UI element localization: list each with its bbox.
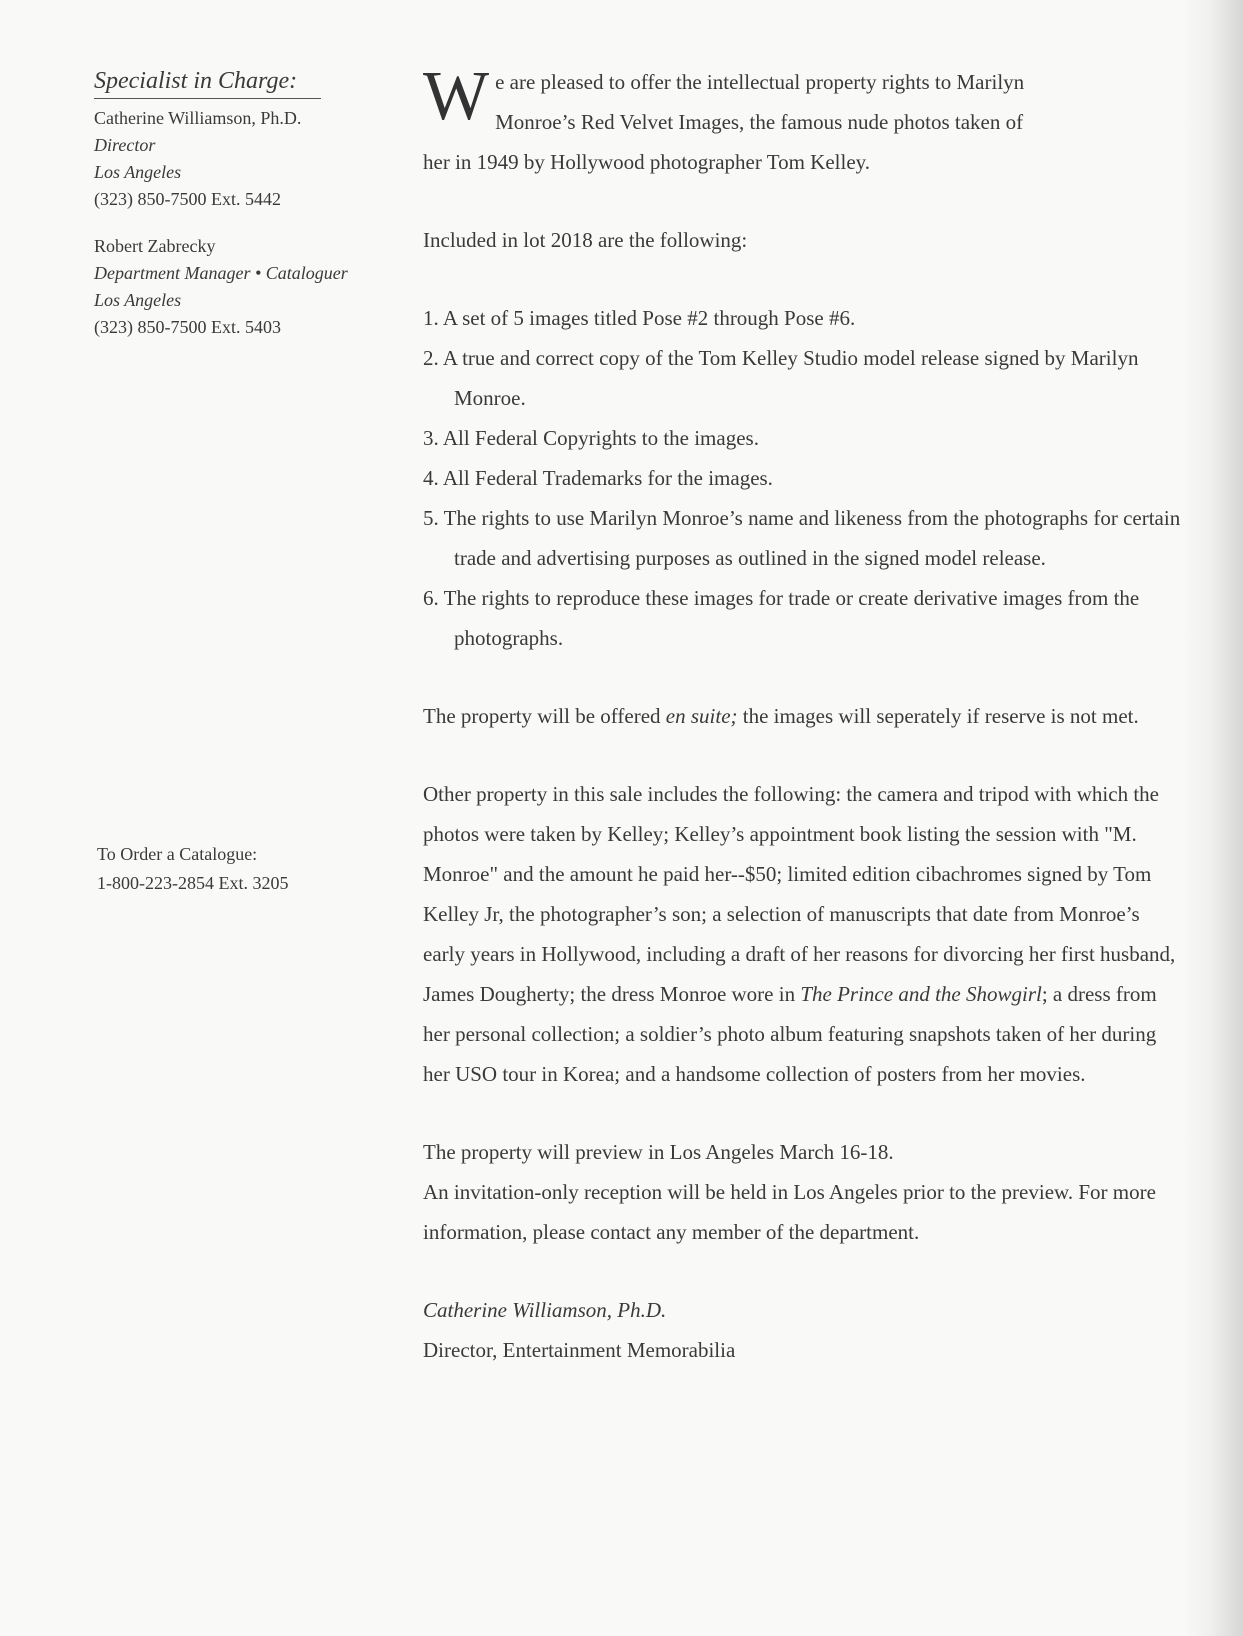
film-title: The Prince and the Showgirl	[800, 982, 1042, 1006]
page-edge-shadow	[1183, 0, 1243, 1636]
offering-emphasis: en suite;	[665, 704, 738, 728]
contact-block	[94, 233, 394, 341]
specialist-heading: Specialist in Charge:	[94, 66, 321, 99]
order-phone: 1-800-223-2854 Ext. 3205	[97, 873, 289, 893]
contact-name: Robert Zabrecky	[94, 236, 216, 256]
list-item: 6. The rights to reproduce these images for trade or create derivative images from the photographs.	[423, 586, 1140, 650]
contact-role: Department Manager • Cataloguer	[94, 263, 348, 283]
contact-location: Los Angeles	[94, 290, 182, 310]
intro-paragraph	[423, 58, 1183, 182]
lot-included-heading: Included in lot 2018 are the following:	[423, 228, 748, 252]
lot-items-list	[423, 298, 1183, 658]
intro-line: her in 1949 by Hollywood photographer Tom Kelley.	[423, 150, 871, 174]
list-item: 5. The rights to use Marilyn Monroe’s name and likeness from the photographs for certain trade and advertising purposes as outlined in the signed model release.	[423, 506, 1181, 570]
intro-line: e are pleased to offer the intellectual property rights to Marilyn	[495, 70, 1025, 94]
contact-name: Catherine Williamson, Ph.D.	[94, 108, 302, 128]
signature-block	[423, 1290, 1183, 1370]
other-property-paragraph	[423, 774, 1183, 1094]
order-label: To Order a Catalogue:	[97, 844, 258, 864]
offering-text: the images will seperately if reserve is not met.	[737, 704, 1139, 728]
preview-line: An invitation-only reception will be held in Los Angeles prior to the preview. For more information, please contact any member of the department.	[423, 1180, 1156, 1244]
catalogue-order-info	[97, 840, 397, 898]
list-item: 1. A set of 5 images titled Pose #2 through Pose #6.	[423, 306, 856, 330]
contact-block	[94, 105, 394, 213]
main-letter	[423, 58, 1183, 1370]
offering-paragraph	[423, 696, 1183, 736]
contact-location: Los Angeles	[94, 162, 182, 182]
list-item: 2. A true and correct copy of the Tom Kelley Studio model release signed by Marilyn Monroe.	[423, 346, 1139, 410]
signature-title: Director, Entertainment Memorabilia	[423, 1338, 736, 1362]
offering-text: The property will be offered	[423, 704, 666, 728]
list-item: 3. All Federal Copyrights to the images.	[423, 426, 759, 450]
intro-line: Monroe’s Red Velvet Images, the famous nude photos taken of	[495, 110, 1024, 134]
contact-role: Director	[94, 135, 156, 155]
preview-line: The property will preview in Los Angeles March 16-18.	[423, 1140, 894, 1164]
other-property-text: Other property in this sale includes the following: the camera and tripod with which the photos were taken by Kelley; Kelley’s appointment book listing the session with "M. Monroe" and the amount he paid her--$50; limited edition cibachromes signed by Tom Kelley Jr, the photographer’s son; a selection of manuscripts that date from Monroe’s early years in Hollywood, including a draft of her reasons for divorcing her first husband, James Dougherty; the dress Monroe wore in	[423, 782, 1176, 1006]
signature-name: Catherine Williamson, Ph.D.	[423, 1298, 667, 1322]
contact-phone: (323) 850-7500 Ext. 5442	[94, 189, 281, 209]
list-item: 4. All Federal Trademarks for the images.	[423, 466, 773, 490]
drop-cap: W	[423, 58, 490, 135]
contact-phone: (323) 850-7500 Ext. 5403	[94, 317, 281, 337]
preview-paragraph	[423, 1132, 1183, 1252]
other-property-text: ; a dress from her personal collection; a soldier’s photo album featuring snapshots taken of her during her USO tour in Korea; and a handsome collection of posters from her movies.	[423, 982, 1157, 1086]
specialist-sidebar	[94, 66, 394, 361]
